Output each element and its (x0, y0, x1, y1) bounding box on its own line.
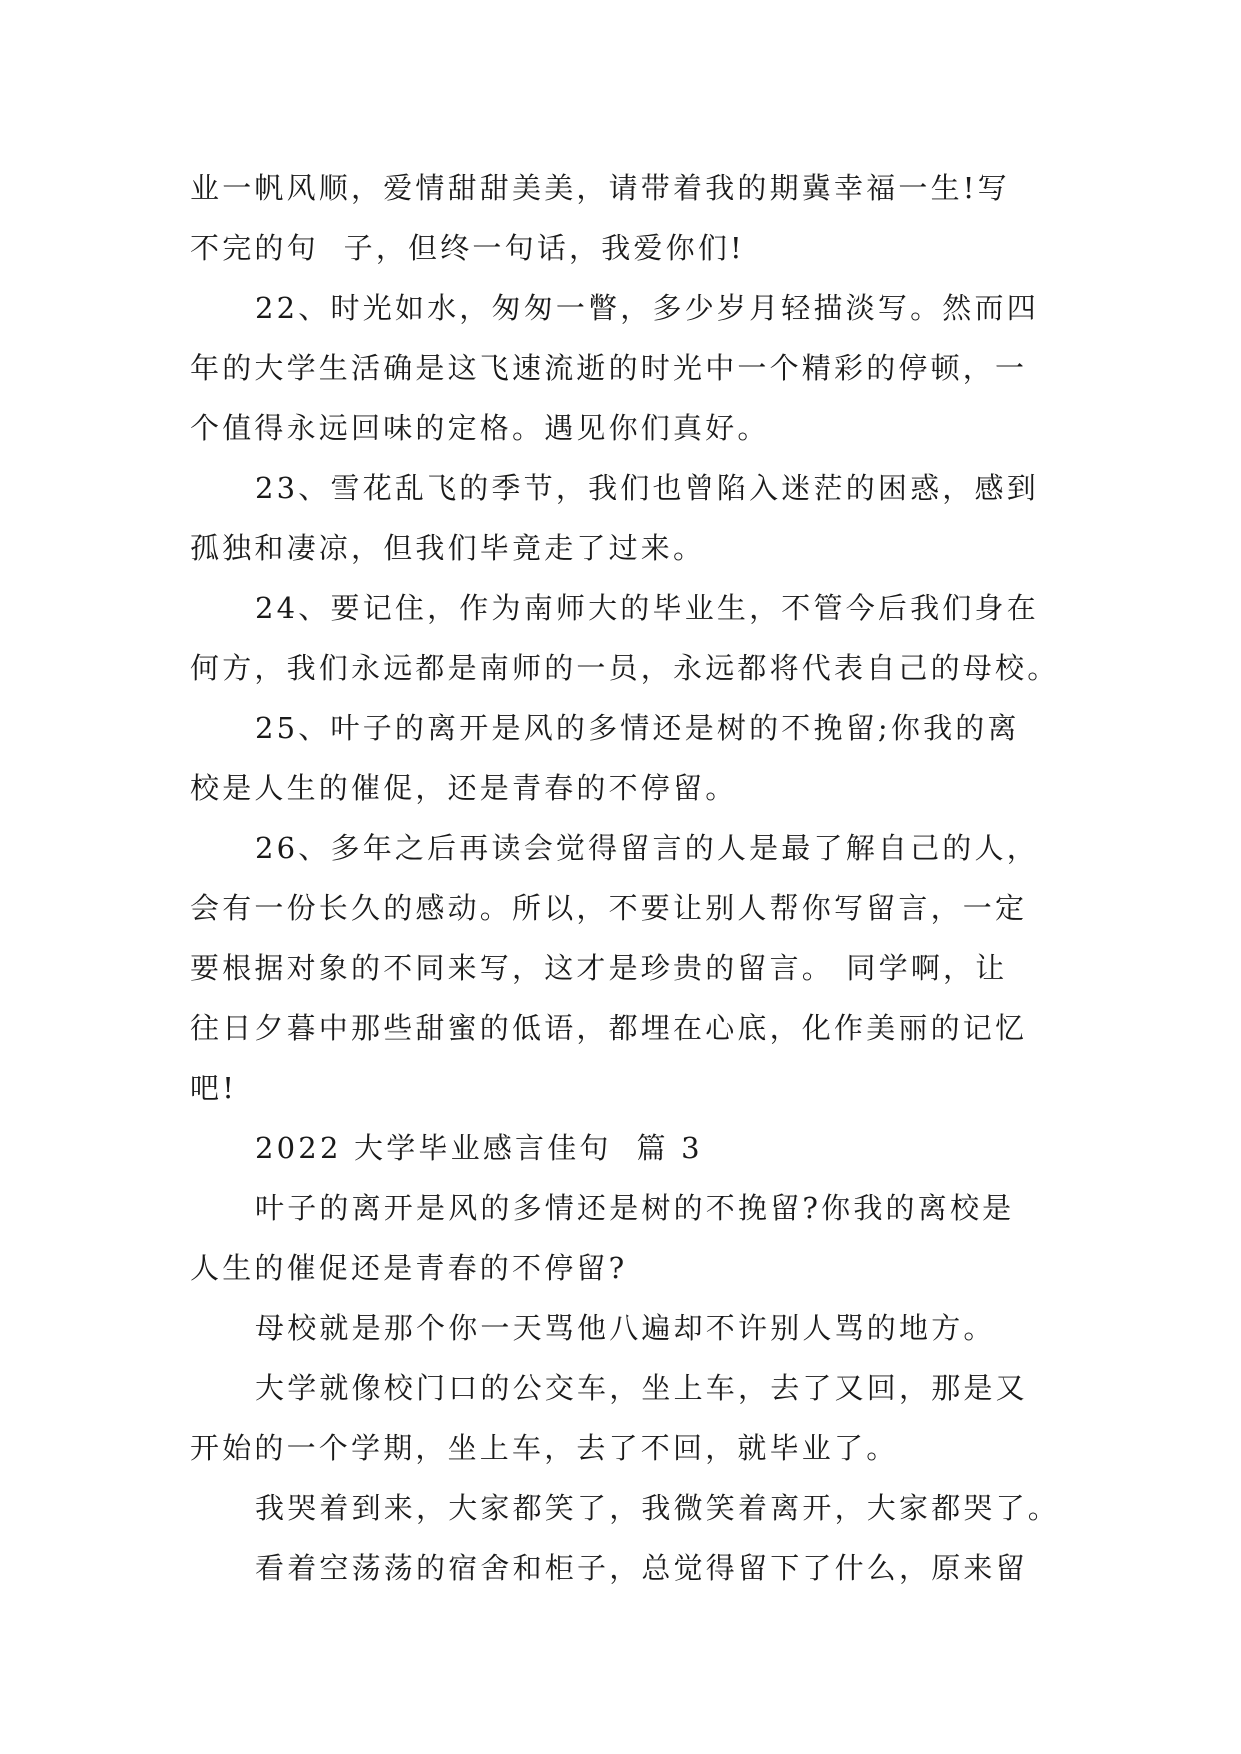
paragraph-23-line: 23、雪花乱飞的季节，我们也曾陷入迷茫的困惑，感到 (255, 471, 1039, 505)
section-heading: 2022 大学毕业感言佳句 篇 3 (255, 1131, 703, 1165)
text-line: 个值得永远回味的定格。遇见你们真好。 (190, 411, 770, 445)
text-line: 校是人生的催促，还是青春的不停留。 (190, 771, 738, 805)
text-line: 叶子的离开是风的多情还是树的不挽留?你我的离校是 (255, 1191, 1015, 1225)
text-line: 年的大学生活确是这飞速流逝的时光中一个精彩的停顿，一 (190, 351, 1028, 385)
text-line: 大学就像校门口的公交车，坐上车，去了又回，那是又 (255, 1371, 1028, 1405)
text-line: 要根据对象的不同来写，这才是珍贵的留言。 同学啊，让 (190, 951, 1008, 985)
text-line: 孤独和凄凉，但我们毕竟走了过来。 (190, 531, 706, 565)
paragraph-24-line: 24、要记住，作为南师大的毕业生，不管今后我们身在 (255, 591, 1039, 625)
text-line: 业一帆风顺，爱情甜甜美美，请带着我的期冀幸福一生!写 (190, 171, 1010, 205)
text-line: 不完的句 子，但终一句话，我爱你们! (190, 231, 745, 265)
text-line: 人生的催促还是青春的不停留? (190, 1251, 628, 1285)
text-line: 何方，我们永远都是南师的一员，永远都将代表自己的母校。 (190, 651, 1060, 685)
paragraph-25-line: 25、叶子的离开是风的多情还是树的不挽留;你我的离 (255, 711, 1020, 745)
text-line: 母校就是那个你一天骂他八遍却不许别人骂的地方。 (255, 1311, 996, 1345)
text-line: 看着空荡荡的宿舍和柜子，总觉得留下了什么，原来留 (255, 1551, 1028, 1585)
paragraph-26-line: 26、多年之后再读会觉得留言的人是最了解自己的人， (255, 831, 1039, 865)
paragraph-22-line: 22、时光如水，匆匆一瞥，多少岁月轻描淡写。然而四 (255, 291, 1039, 325)
text-line: 会有一份长久的感动。所以，不要让别人帮你写留言，一定 (190, 891, 1028, 925)
text-line: 我哭着到来，大家都笑了，我微笑着离开，大家都哭了。 (255, 1491, 1061, 1525)
text-line: 往日夕暮中那些甜蜜的低语，都埋在心底，化作美丽的记忆 (190, 1011, 1028, 1045)
text-line: 吧! (190, 1071, 238, 1105)
text-line: 开始的一个学期，坐上车，去了不回，就毕业了。 (190, 1431, 899, 1465)
